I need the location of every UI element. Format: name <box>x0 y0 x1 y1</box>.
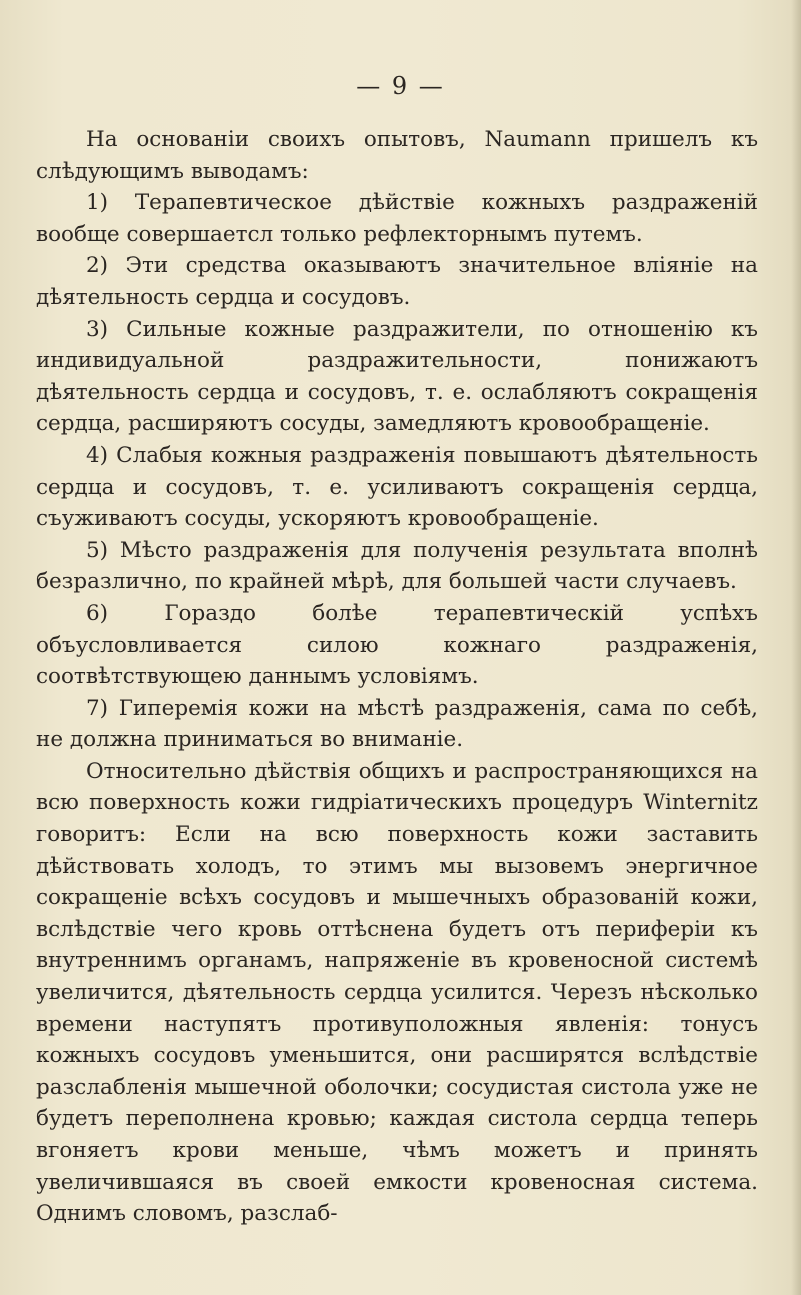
page-number: — 9 — <box>356 72 445 100</box>
paragraph-winternitz: Относительно дѣйствія общихъ и распространяющихся на всю поверхность кожи гидріатическихъ процедуръ Winternitz говоритъ: Если на всю поверхность кожи заставить дѣйствовать холодъ, то этимъ мы вызовемъ энергичное сокращеніе всѣхъ сосудовъ и мышечныхъ образованій кожи, вслѣдствіе чего кровь оттѣснена будетъ отъ периферіи къ внутреннимъ органамъ, напряженіе въ кровеносной системѣ увеличится, дѣятельность сердца усилится. Черезъ нѣсколько времени наступятъ противуположныя явленія: тонусъ кожныхъ сосудовъ уменьшится, они расширятся вслѣдствіе разслабленія мышечной оболочки; сосудистая систола уже не будетъ переполнена кровью; каждая систола сердца теперь вгоняетъ крови меньше, чѣмъ можетъ и принять увеличившаяся въ своей емкости кровеносная система. Однимъ словомъ, разслаб- <box>36 758 758 1227</box>
body-text <box>36 124 758 1230</box>
paragraph-conclusion-7: 7) Гиперемія кожи на мѣстѣ раздраженія, сама по себѣ, не должна приниматься во вниманіе. <box>36 695 758 753</box>
paragraph-conclusion-1: 1) Терапевтическое дѣйствіе кожныхъ раздраженій вообще совершаетсл только рефлекторнымъ путемъ. <box>36 190 758 247</box>
paragraph-intro: На основаніи своихъ опытовъ, Naumann пришелъ къ слѣдующимъ выводамъ: <box>36 127 758 184</box>
page-edge-shadow <box>791 0 801 1295</box>
paragraph-conclusion-4: 4) Слабыя кожныя раздраженія повышаютъ дѣятельность сердца и сосудовъ, т. е. усиливаютъ сокращенія сердца, съуживаютъ сосуды, ускоряютъ кровообращеніе. <box>36 442 758 532</box>
paragraph-conclusion-5: 5) Мѣсто раздраженія для полученія результата вполнѣ безразлично, по крайней мѣрѣ, для большей части случаевъ. <box>36 537 758 595</box>
paragraph-conclusion-6: 6) Гораздо болѣе терапевтическій успѣхъ объусловливается силою кожнаго раздраженія, соотвѣтствующею даннымъ условіямъ. <box>36 600 758 690</box>
paragraph-conclusion-2: 2) Эти средства оказываютъ значительное вліяніе на дѣятельность сердца и сосудовъ. <box>36 253 758 310</box>
paragraph-conclusion-3: 3) Сильные кожные раздражители, по отношенію къ индивидуальной раздражительности, понижаютъ дѣятельность сердца и сосудовъ, т. е. ослабляютъ сокращенія сердца, расширяютъ сосуды, замедляютъ кровообращеніе. <box>36 316 758 437</box>
